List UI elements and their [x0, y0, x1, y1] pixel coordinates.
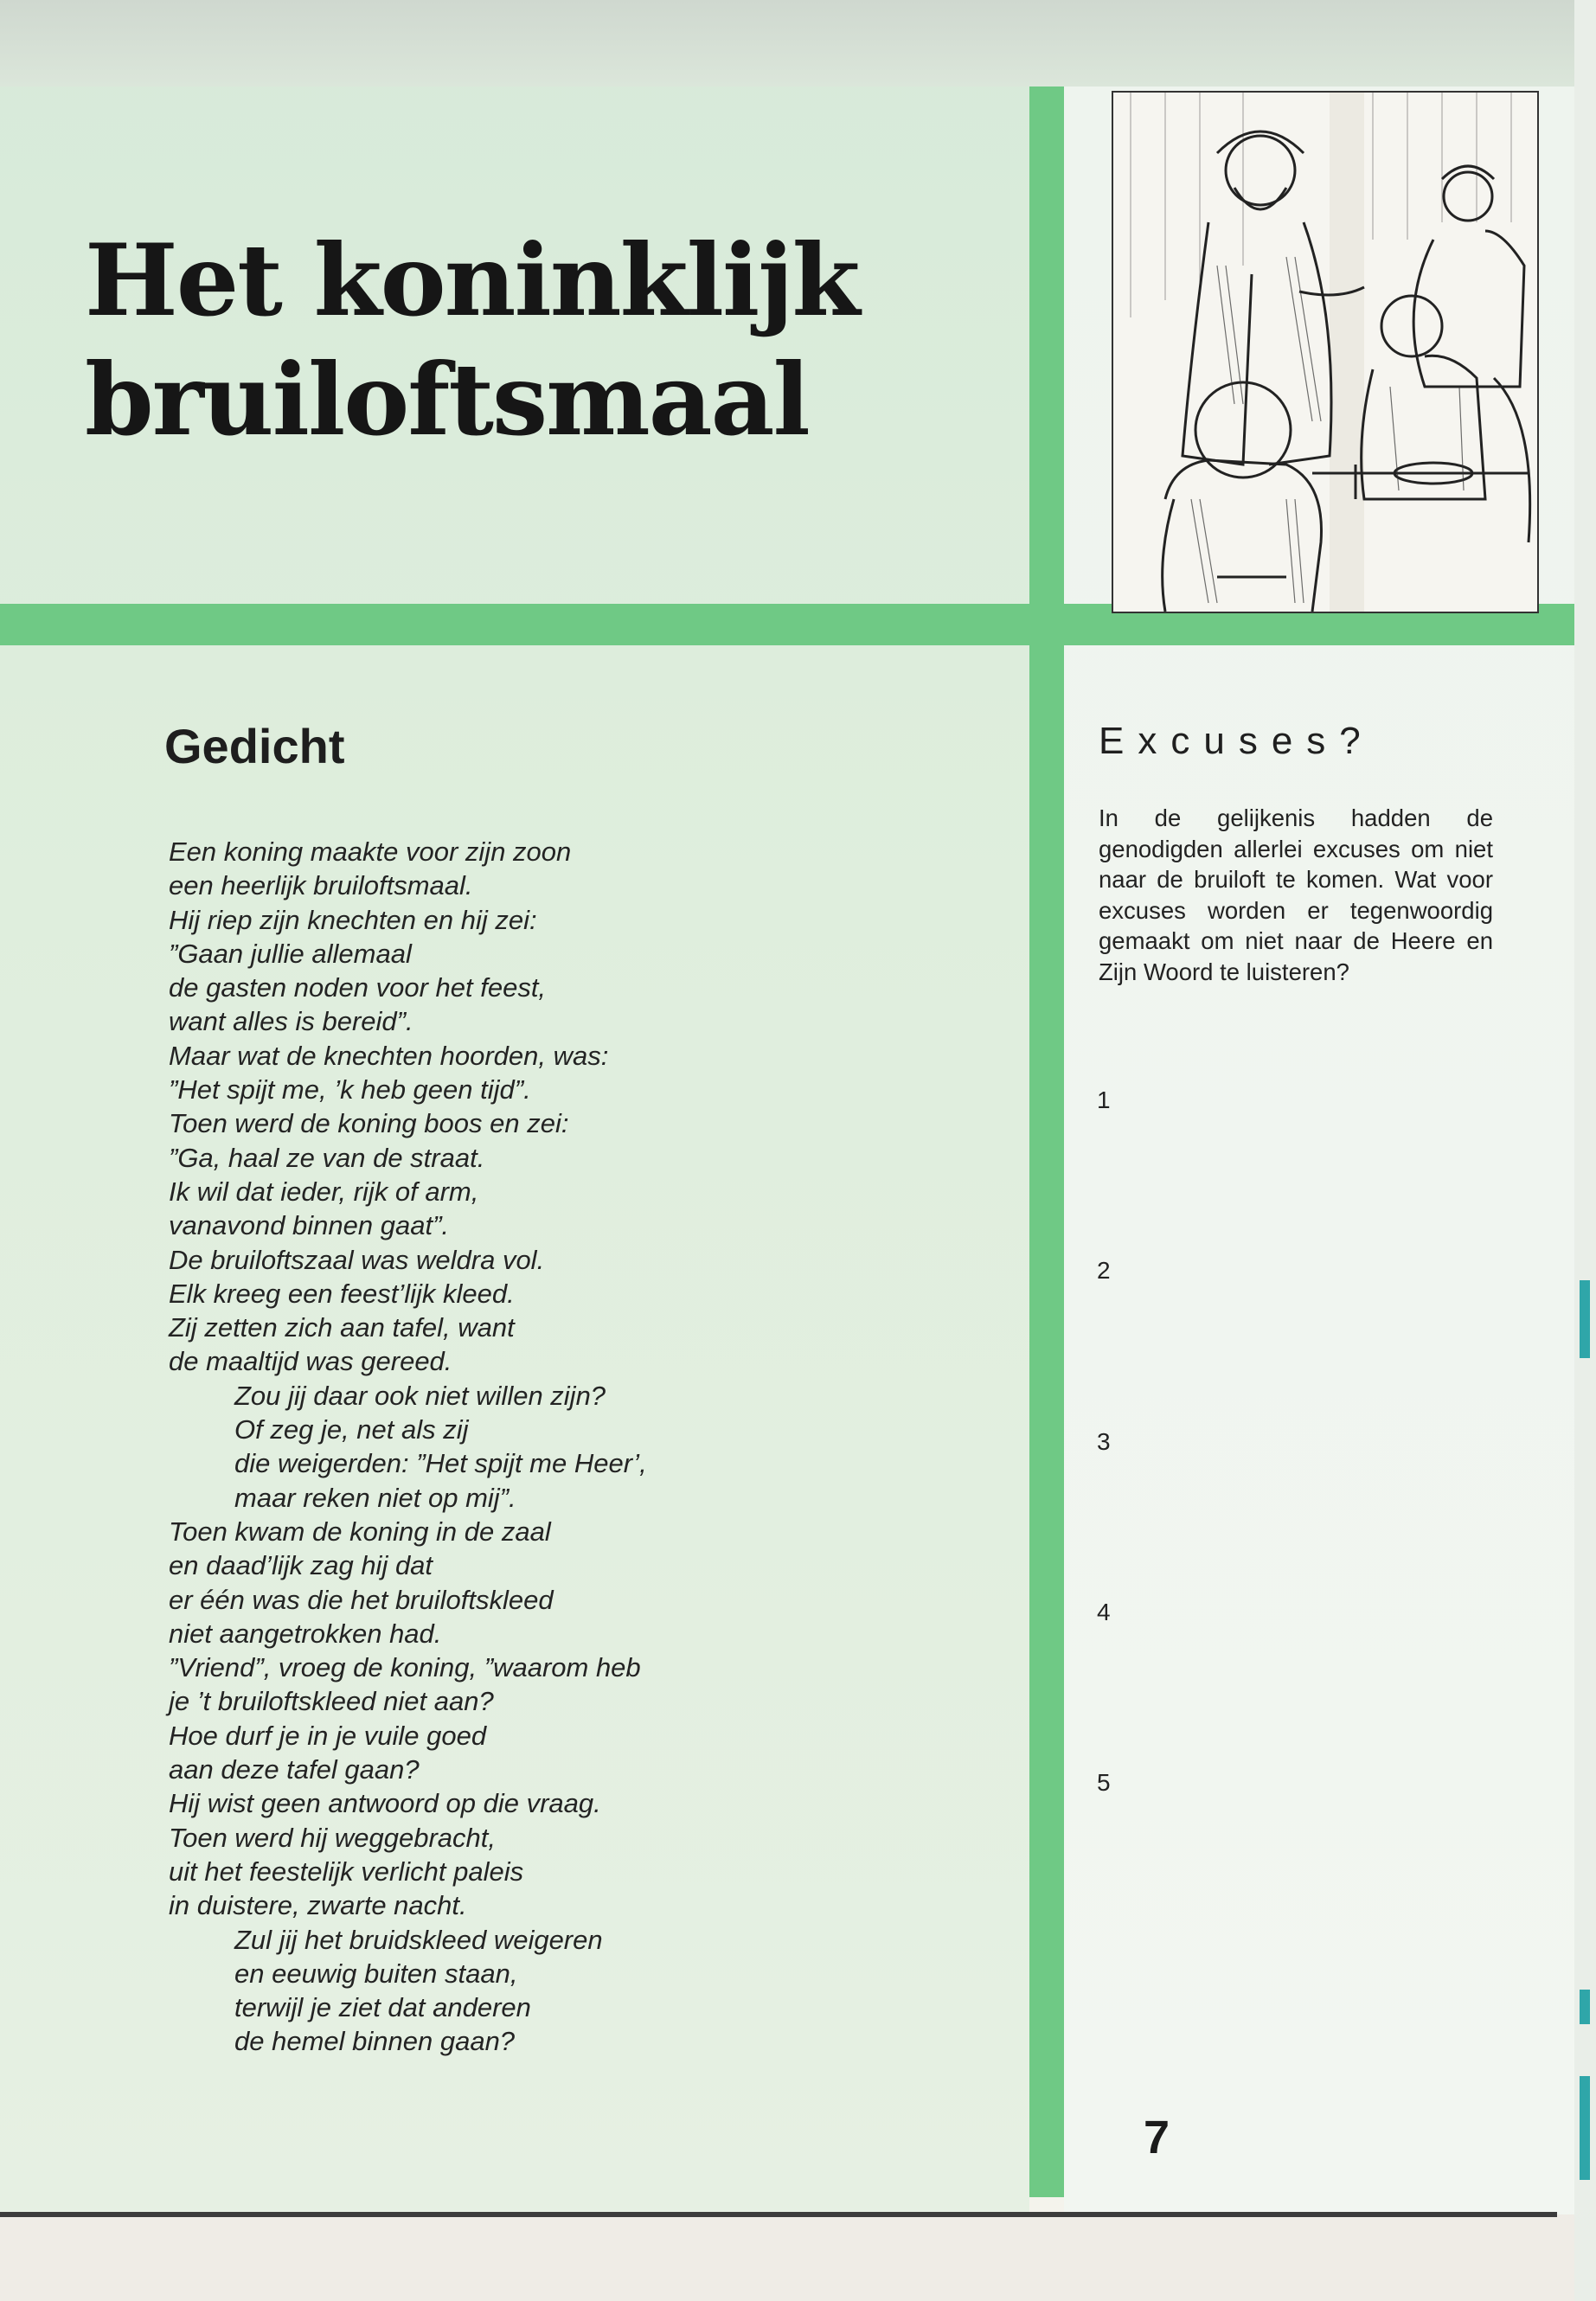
poem-text [169, 835, 999, 2059]
poem-line: uit het feestelijk verlicht paleis [169, 1856, 524, 1887]
poem-line: ”Vriend”, vroeg de koning, ”waarom heb [169, 1652, 641, 1683]
excuses-question: In de gelijkenis hadden de genodigden allerlei excuses om niet naar de bruiloft te komen. Wat voor excuses worden er tegenwoordig gemaakt om niet naar de Heere en Zijn Woord te luisteren? [1099, 804, 1493, 985]
poem-line: ”Het spijt me, ’k heb geen tijd”. [169, 1074, 531, 1106]
answer-number-2: 2 [1097, 1257, 1111, 1284]
poem-line: Zou jij daar ook niet willen zijn? [234, 1380, 606, 1411]
answer-number-4: 4 [1097, 1599, 1111, 1625]
poem-heading: Gedicht [164, 719, 345, 773]
poem-line: Zij zetten zich aan tafel, want [169, 1312, 515, 1343]
poem-line: een heerlijk bruiloftsmaal. [169, 870, 473, 901]
banquet-illustration-icon [1112, 91, 1539, 613]
poem-line: Hij wist geen antwoord op die vraag. [169, 1788, 601, 1819]
poem-line: en eeuwig buiten staan, [234, 1958, 518, 1989]
poem-line: aan deze tafel gaan? [169, 1754, 420, 1785]
poem-line: er één was die het bruiloftskleed [169, 1584, 554, 1615]
excuses-heading: Excuses? [1099, 720, 1375, 762]
title-line-2: bruiloftsmaal [85, 342, 809, 458]
bottom-margin [0, 2214, 1596, 2301]
poem-line: Hoe durf je in je vuile goed [169, 1720, 487, 1751]
poem-line: de hemel binnen gaan? [234, 2026, 516, 2057]
edge-tab [1580, 1280, 1590, 1358]
edge-tab [1580, 2076, 1590, 2180]
poem-line: Toen kwam de koning in de zaal [169, 1516, 551, 1547]
edge-tab [1580, 1990, 1590, 2024]
page-title [85, 221, 859, 459]
page-edge [1574, 0, 1596, 2301]
poem-line: Maar wat de knechten hoorden, was: [169, 1040, 609, 1071]
answer-number-1: 1 [1097, 1086, 1111, 1113]
poem-line: Elk kreeg een feest’lijk kleed. [169, 1278, 515, 1309]
top-margin [0, 0, 1596, 87]
poem-line: Toen werd hij weggebracht, [169, 1822, 496, 1853]
answer-number-5: 5 [1097, 1769, 1111, 1796]
poem-line: maar reken niet op mij”. [234, 1482, 516, 1513]
vertical-green-stripe [1029, 87, 1064, 2197]
illustration-drawing [1113, 93, 1537, 612]
answer-number-3: 3 [1097, 1428, 1111, 1455]
poem-line: ”Gaan jullie allemaal [169, 938, 412, 969]
title-line-1: Het koninklijk [85, 222, 859, 338]
page-number: 7 [1144, 2112, 1170, 2163]
poem-line: de gasten noden voor het feest, [169, 972, 547, 1003]
poem-line: Een koning maakte voor zijn zoon [169, 836, 572, 867]
poem-line: Toen werd de koning boos en zei: [169, 1108, 569, 1139]
poem-line: je ’t bruiloftskleed niet aan? [169, 1686, 494, 1717]
poem-line: De bruiloftszaal was weldra vol. [169, 1244, 545, 1275]
poem-line: de maaltijd was gereed. [169, 1346, 452, 1377]
poem-line: Zul jij het bruidskleed weigeren [234, 1924, 603, 1955]
bottom-rule [0, 2212, 1557, 2217]
poem-line: Of zeg je, net als zij [234, 1414, 469, 1445]
poem-line: niet aangetrokken had. [169, 1618, 442, 1649]
poem-line: in duistere, zwarte nacht. [169, 1890, 467, 1921]
poem-line: die weigerden: ”Het spijt me Heer’, [234, 1448, 647, 1479]
poem-line: vanavond binnen gaat”. [169, 1210, 450, 1241]
poem-line: en daad’lijk zag hij dat [169, 1550, 433, 1581]
poem-line: terwijl je ziet dat anderen [234, 1992, 531, 2023]
poem-line: want alles is bereid”. [169, 1006, 413, 1037]
poem-line: ”Ga, haal ze van de straat. [169, 1142, 485, 1173]
poem-line: Hij riep zijn knechten en hij zei: [169, 904, 537, 935]
poem-line: Ik wil dat ieder, rijk of arm, [169, 1176, 479, 1207]
